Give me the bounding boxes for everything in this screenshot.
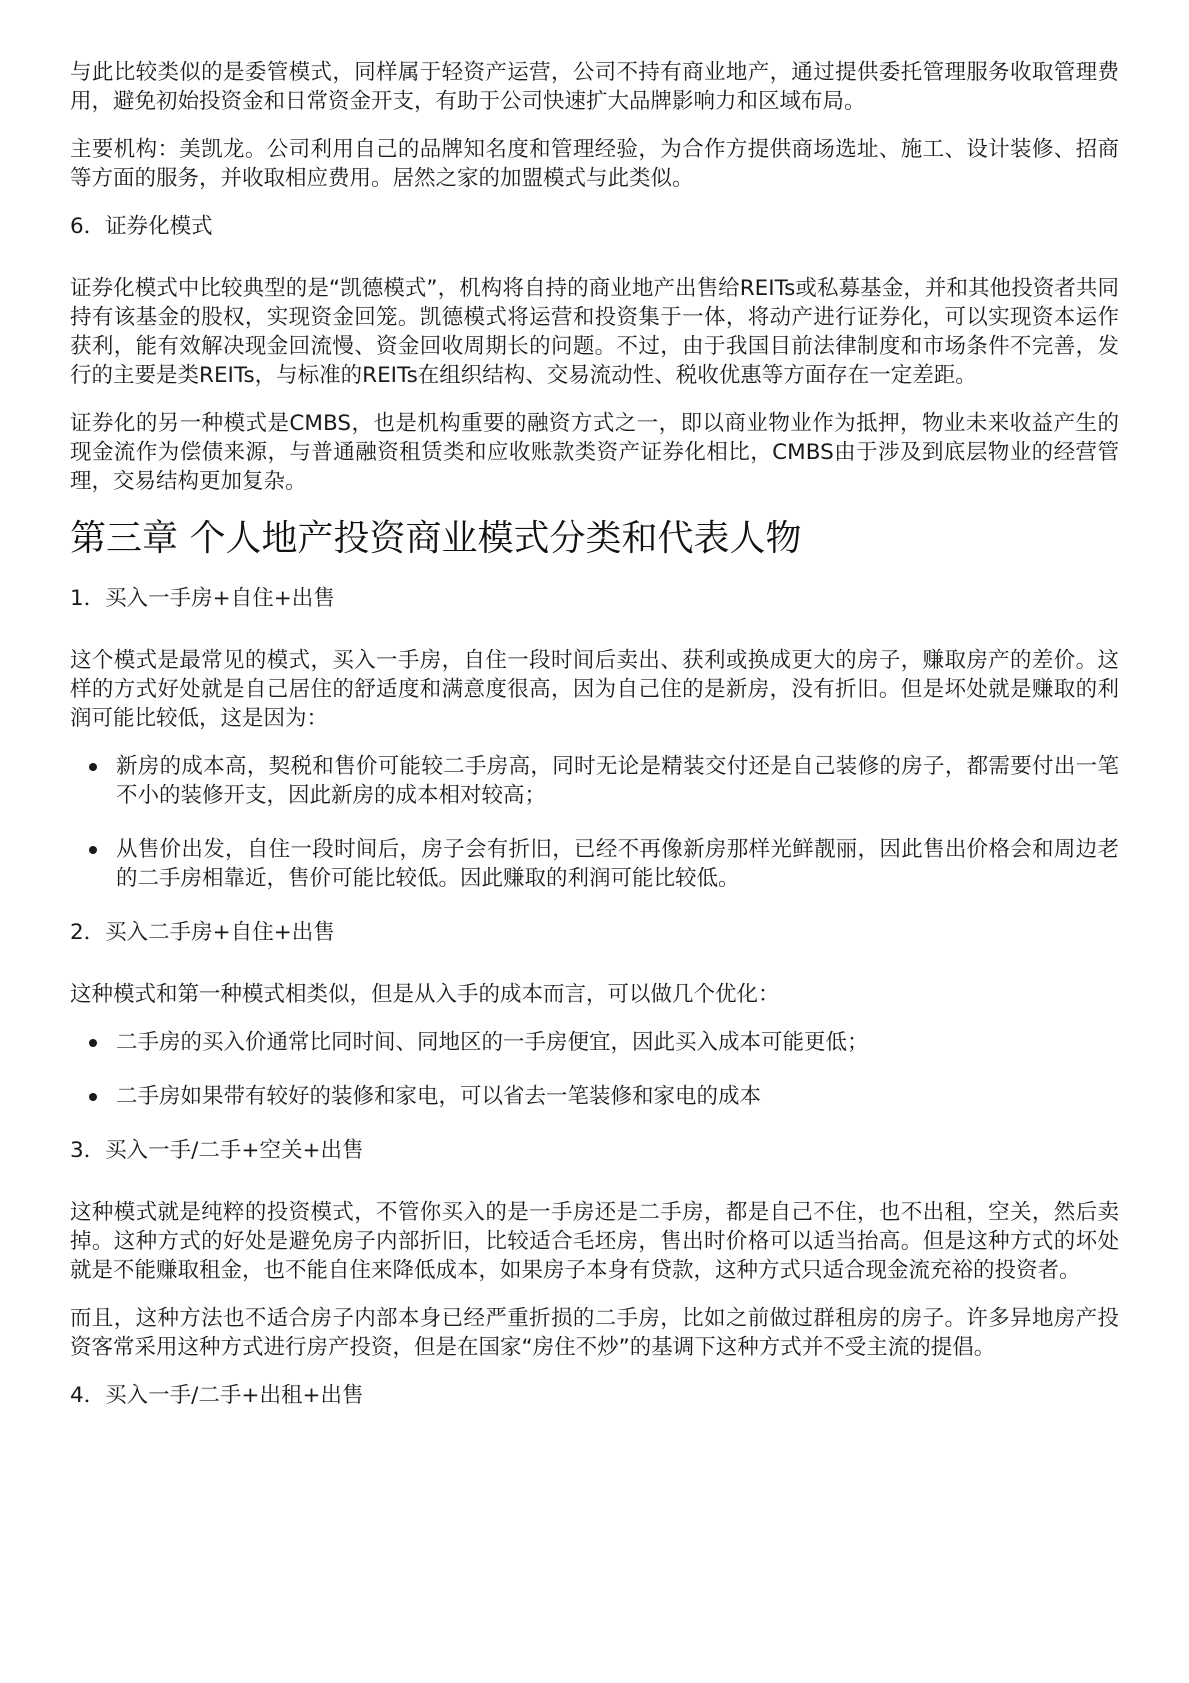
list-item-text: 二手房的买入价通常比同时间、同地区的一手房便宜，因此买入成本可能更低； [116, 1030, 869, 1055]
chapter-title: 第三章 个人地产投资商业模式分类和代表人物 [70, 518, 802, 559]
subheading-model-4: 4．买入一手/二手+出租+出售 [70, 1383, 364, 1408]
bullet-icon [89, 846, 97, 854]
paragraph-entrusted-management: 与此比较类似的是委管模式，同样属于轻资产运营，公司不持有商业地产，通过提供委托管理服务收取管理费用，避免初始投资金和日常资金开支，有助于公司快速扩大品牌影响力和区域布局。 [70, 60, 1119, 114]
bullet-list-model-1 [70, 752, 1119, 893]
bullet-list-model-2 [70, 1028, 1119, 1111]
bullet-icon [89, 763, 97, 771]
bullet-icon [89, 1039, 97, 1047]
list-item [70, 1028, 1119, 1057]
subheading-model-2: 2．买入二手房+自住+出售 [70, 920, 335, 945]
paragraph-main-institution: 主要机构：美凯龙。公司利用自己的品牌知名度和管理经验，为合作方提供商场选址、施工、设计装修、招商等方面的服务，并收取相应费用。居然之家的加盟模式与此类似。 [70, 137, 1119, 191]
bullet-icon [89, 1093, 97, 1101]
paragraph-capitaland-model: 证券化模式中比较典型的是“凯德模式”，机构将自持的商业地产出售给REITs或私募基金，并和其他投资者共同持有该基金的股权，实现资金回笼。凯德模式将运营和投资集于一体，将动产进行证券化，可以实现资本运作获利，能有效解决现金回流慢、资金回收周期长的问题。不过，由于我国目前法律制度和市场条件不完善，发行的主要是类REITs，与标准的REITs在组织结构、交易流动性、税收优惠等方面存在一定差距。 [70, 276, 1119, 388]
list-item [70, 835, 1119, 893]
list-item-text: 新房的成本高，契税和售价可能较二手房高，同时无论是精装交付还是自己装修的房子，都需要付出一笔不小的装修开支，因此新房的成本相对较高； [116, 754, 1119, 808]
paragraph-model-1: 这个模式是最常见的模式，买入一手房，自住一段时间后卖出、获利或换成更大的房子，赚取房产的差价。这样的方式好处就是自己居住的舒适度和满意度很高，因为自己住的是新房，没有折旧。但是坏处就是赚取的利润可能比较低，这是因为： [70, 648, 1119, 731]
paragraph-model-2: 这种模式和第一种模式相类似，但是从入手的成本而言，可以做几个优化： [70, 982, 780, 1007]
subheading-securitization: 6．证券化模式 [70, 214, 213, 239]
subheading-model-1: 1．买入一手房+自住+出售 [70, 586, 335, 611]
paragraph-model-3-continued: 而且，这种方法也不适合房子内部本身已经严重折损的二手房，比如之前做过群租房的房子。许多异地房产投资客常采用这种方式进行房产投资，但是在国家“房住不炒”的基调下这种方式并不受主流的提倡。 [70, 1306, 1119, 1360]
subheading-model-3: 3．买入一手/二手+空关+出售 [70, 1138, 364, 1163]
list-item [70, 1082, 1119, 1111]
list-item-text: 从售价出发，自住一段时间后，房子会有折旧，已经不再像新房那样光鲜靓丽，因此售出价格会和周边老的二手房相靠近，售价可能比较低。因此赚取的利润可能比较低。 [116, 837, 1119, 891]
paragraph-cmbs: 证券化的另一种模式是CMBS，也是机构重要的融资方式之一，即以商业物业作为抵押，物业未来收益产生的现金流作为偿债来源，与普通融资租赁类和应收账款类资产证券化相比，CMBS由于涉及到底层物业的经营管理，交易结构更加复杂。 [70, 411, 1119, 494]
paragraph-model-3: 这种模式就是纯粹的投资模式，不管你买入的是一手房还是二手房，都是自己不住，也不出租，空关，然后卖掉。这种方式的好处是避免房子内部折旧，比较适合毛坯房，售出时价格可以适当抬高。但是这种方式的坏处就是不能赚取租金，也不能自住来降低成本，如果房子本身有贷款，这种方式只适合现金流充裕的投资者。 [70, 1200, 1119, 1283]
list-item [70, 752, 1119, 810]
list-item-text: 二手房如果带有较好的装修和家电，可以省去一笔装修和家电的成本 [116, 1084, 762, 1109]
